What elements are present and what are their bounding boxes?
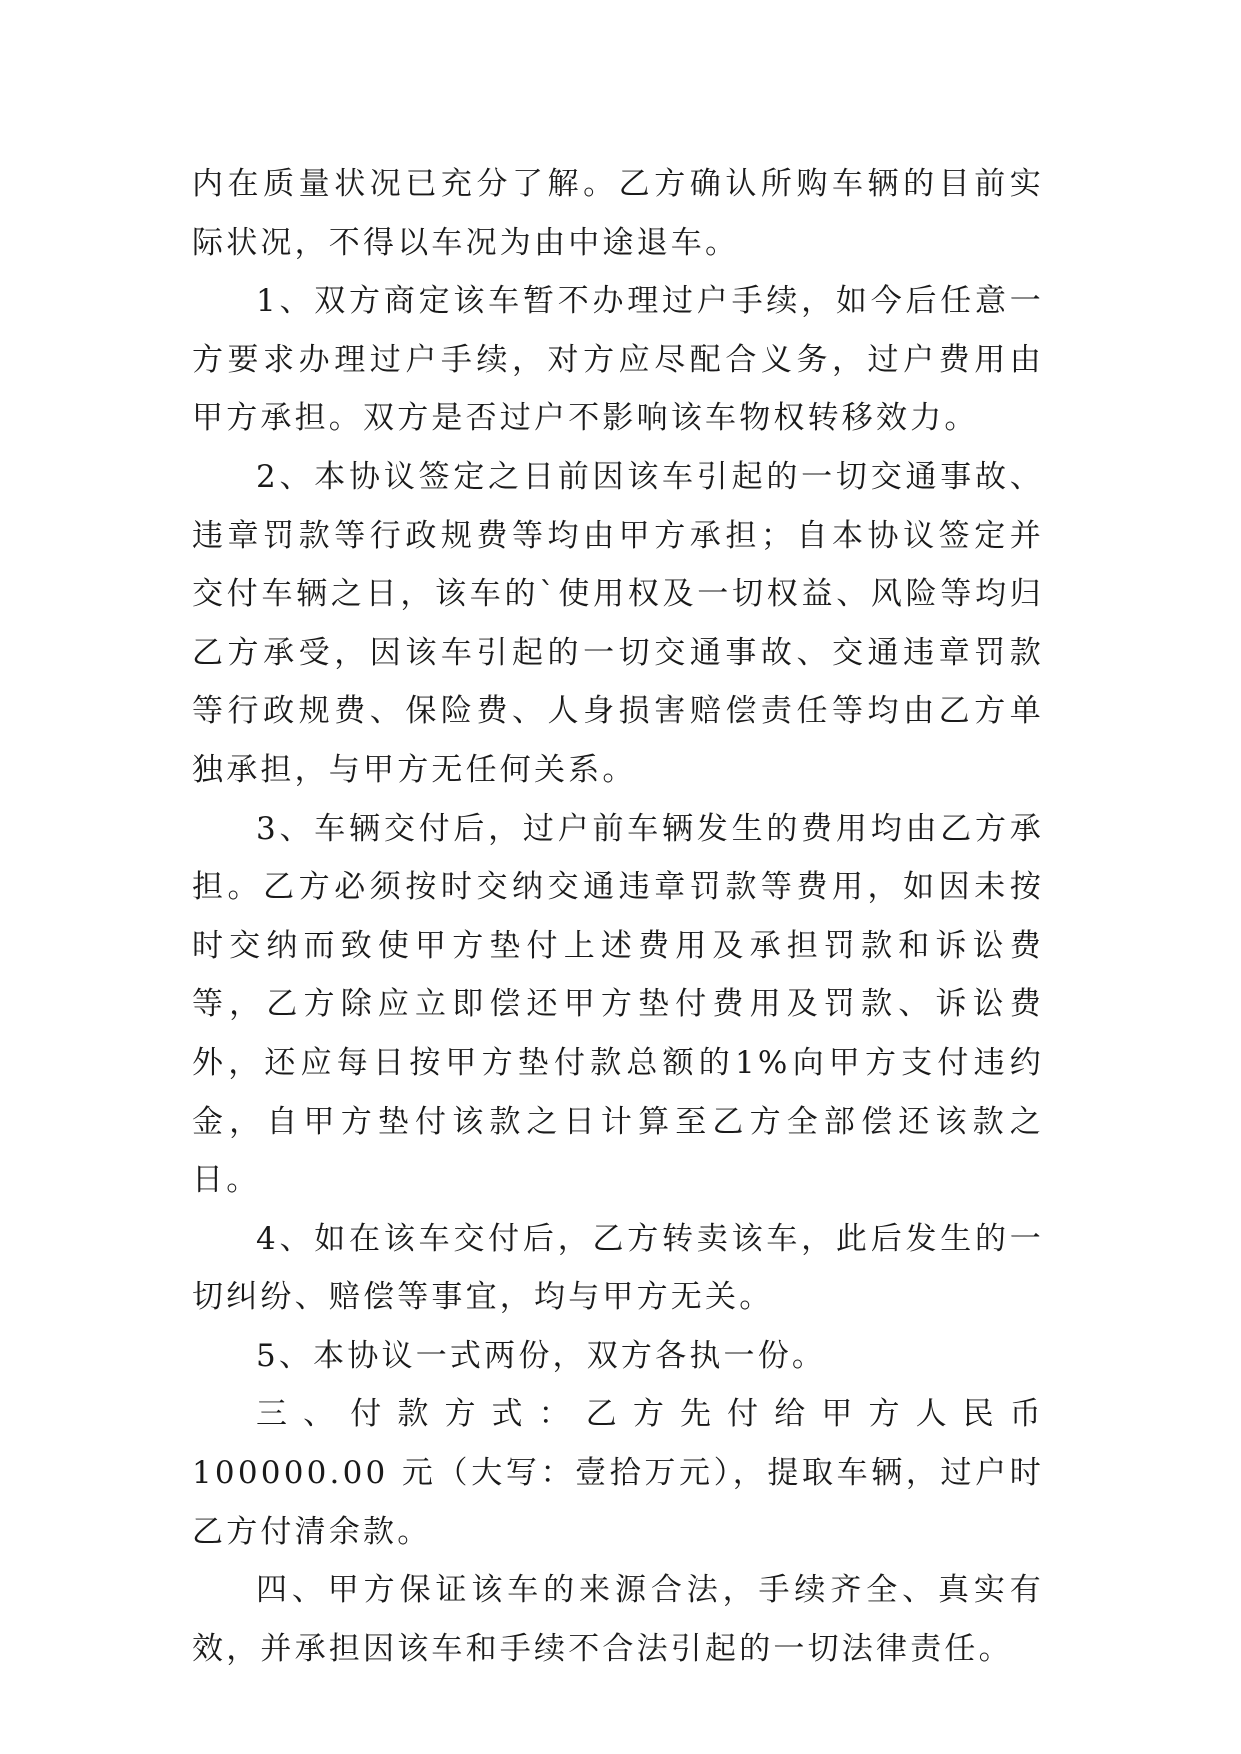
paragraph-clause-5: 5、本协议一式两份，双方各执一份。 <box>256 1337 827 1374</box>
paragraph-clause-1: 1、双方商定该车暂不办理过户手续，如今后任意一方要求办理过户手续，对方应尽配合义务，过户费用由甲方承担。双方是否过户不影响该车物权转移效力。 <box>192 283 1044 437</box>
document-body <box>192 155 1044 1678</box>
paragraph-clause-3: 3、车辆交付后，过户前车辆发生的费用均由乙方承担。乙方必须按时交纳交通违章罚款等费用，如因未按时交纳而致使甲方垫付上述费用及承担罚款和诉讼费等，乙方除应立即偿还甲方垫付费用及罚款、诉讼费外，还应每日按甲方垫付款总额的1%向甲方支付违约金，自甲方垫付该款之日计算至乙方全部偿还该款之日。 <box>192 810 1044 1199</box>
paragraph-continuation: 内在质量状况已充分了解。乙方确认所购车辆的目前实际状况，不得以车况为由中途退车。 <box>192 166 1044 261</box>
paragraph-seller-guarantee: 四、甲方保证该车的来源合法，手续齐全、真实有效，并承担因该车和手续不合法引起的一切法律责任。 <box>192 1572 1044 1667</box>
paragraph-payment-method: 三、付款方式：乙方先付给甲方人民币 100000.00 元（大写：壹拾万元），提取车辆，过户时乙方付清余款。 <box>192 1396 1044 1550</box>
paragraph-clause-2: 2、本协议签定之日前因该车引起的一切交通事故、违章罚款等行政规费等均由甲方承担；自本协议签定并交付车辆之日，该车的`使用权及一切权益、风险等均归乙方承受，因该车引起的一切交通事故、交通违章罚款等行政规费、保险费、人身损害赔偿责任等均由乙方单独承担，与甲方无任何关系。 <box>192 458 1044 788</box>
paragraph-clause-4: 4、如在该车交付后，乙方转卖该车，此后发生的一切纠纷、赔偿等事宜，均与甲方无关。 <box>192 1220 1044 1316</box>
